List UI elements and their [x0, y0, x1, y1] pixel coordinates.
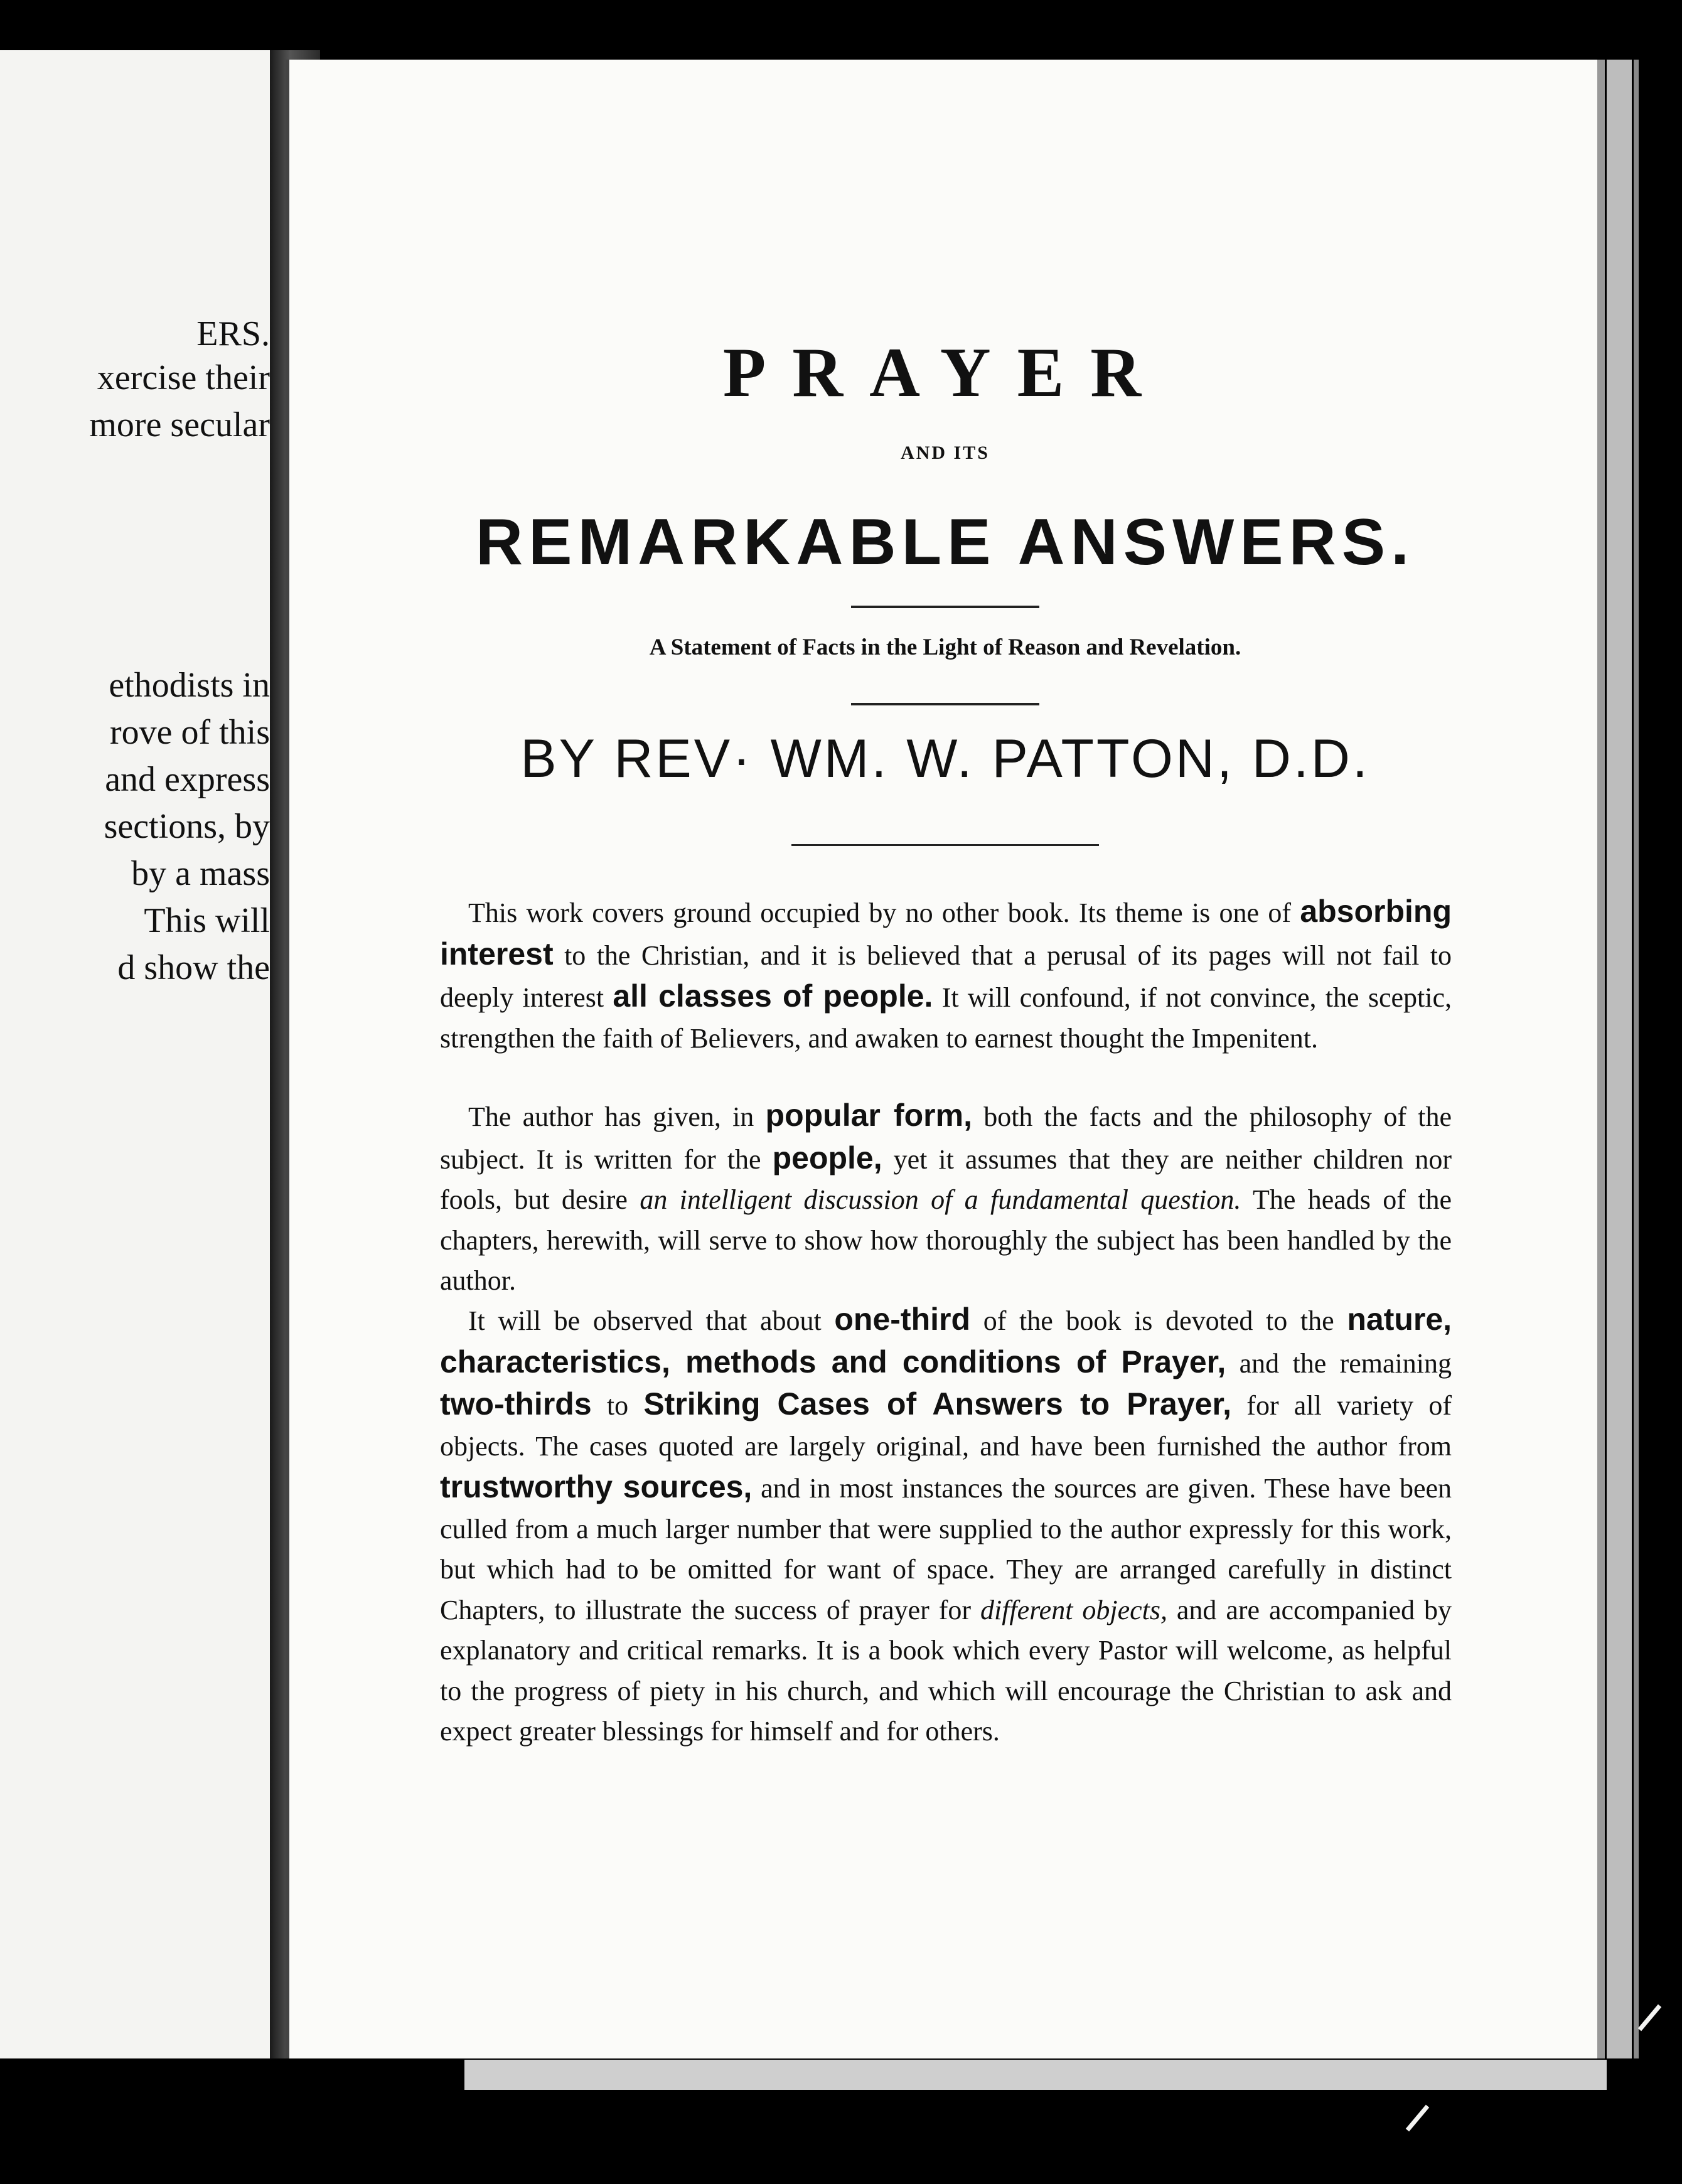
scan-artifact	[1638, 2005, 1662, 2031]
emphasis-run: absorbing interest	[440, 894, 1452, 972]
text-run: and in most instances the sources are given. These have been culled from a much larger number that were supplied to the author expressly for this work, but which had to be omitted for want of space. They are arranged carefully in distinct Chapters, to illustrate the success of prayer for	[440, 1473, 1452, 1625]
author-divider	[791, 844, 1099, 846]
left-page-line: rove of this	[109, 713, 270, 752]
book-bottom-edge	[464, 2060, 1607, 2090]
emphasis-run: people,	[772, 1140, 882, 1175]
body-paragraph-1	[440, 891, 1452, 1059]
page-subtitle: A Statement of Facts in the Light of Reason and Revelation.	[649, 634, 1241, 660]
left-page-line: xercise their	[97, 358, 270, 397]
page-edge	[1597, 60, 1605, 2058]
emphasis-run: one-third	[834, 1302, 971, 1337]
text-run: both the facts and the philosophy of the subject. It is written for the	[440, 1101, 1452, 1175]
subtitle-divider	[851, 703, 1039, 705]
text-run: It will confound, if not convince, the sceptic, strengthen the faith of Believers, and awaken to earnest thought the Impenitent.	[440, 982, 1452, 1054]
emphasis-run: two-thirds	[440, 1386, 592, 1421]
text-run: to	[606, 1390, 629, 1421]
body-paragraph-2	[440, 1095, 1452, 1302]
text-run: yet it assumes that they are neither children nor fools, but desire	[440, 1143, 1452, 1215]
italic-run: an intelligent discussion of a fundamental question.	[640, 1184, 1241, 1215]
left-page-line: This will	[144, 901, 270, 940]
page-title-secondary: REMARKABLE ANSWERS.	[475, 506, 1415, 579]
left-page-line: sections, by	[104, 807, 270, 846]
text-run: for all variety of objects. The cases quoted are largely original, and have been furnished the author from	[440, 1390, 1452, 1462]
page-edge	[1634, 60, 1639, 2058]
left-page-line: more secular	[89, 405, 270, 444]
emphasis-run: popular form,	[765, 1098, 972, 1133]
title-connector: AND ITS	[901, 442, 990, 463]
italic-run: different objects,	[980, 1594, 1167, 1625]
page-title: PRAYER	[722, 334, 1168, 412]
left-facing-page	[0, 50, 272, 2058]
text-run: and the remaining	[1239, 1347, 1452, 1379]
left-page-line: ERS.	[196, 314, 270, 353]
text-run: This work covers ground occupied by no other book. Its theme is one of	[468, 897, 1292, 928]
text-run: It will be observed that about	[468, 1305, 822, 1336]
text-run: to the Christian, and it is believed that a perusal of its pages will not fail to deeply interest	[440, 939, 1452, 1013]
left-page-line: by a mass	[131, 854, 270, 893]
text-run: The heads of the chapters, herewith, will serve to show how thoroughly the subject has been handled by the author.	[440, 1184, 1452, 1296]
left-page-line: d show the	[117, 948, 270, 987]
emphasis-run: trustworthy sources,	[440, 1469, 753, 1504]
body-paragraph-3	[440, 1299, 1452, 1752]
main-page	[286, 60, 1601, 2058]
left-page-line: ethodists in	[109, 666, 270, 705]
text-run: and are accompanied by explanatory and critical remarks. It is a book which every Pastor will welcome, as helpful to the progress of piety in his church, and which will encourage the Christian to ask and expect greater blessings for himself and for others.	[440, 1594, 1452, 1747]
text-run: of the book is devoted to the	[983, 1305, 1334, 1336]
page-edge	[1607, 60, 1632, 2058]
title-divider	[851, 606, 1039, 608]
emphasis-run: Striking Cases of Answers to Prayer,	[643, 1386, 1232, 1421]
left-page-line: and express	[105, 760, 270, 799]
text-run: The author has given, in	[468, 1101, 754, 1132]
author-line: BY REV· WM. W. PATTON, D.D.	[520, 729, 1370, 789]
emphasis-run: nature, characteristics, methods and conditions of Prayer,	[440, 1302, 1452, 1379]
scan-artifact	[1406, 2105, 1430, 2132]
emphasis-run: all classes of people.	[613, 978, 933, 1014]
